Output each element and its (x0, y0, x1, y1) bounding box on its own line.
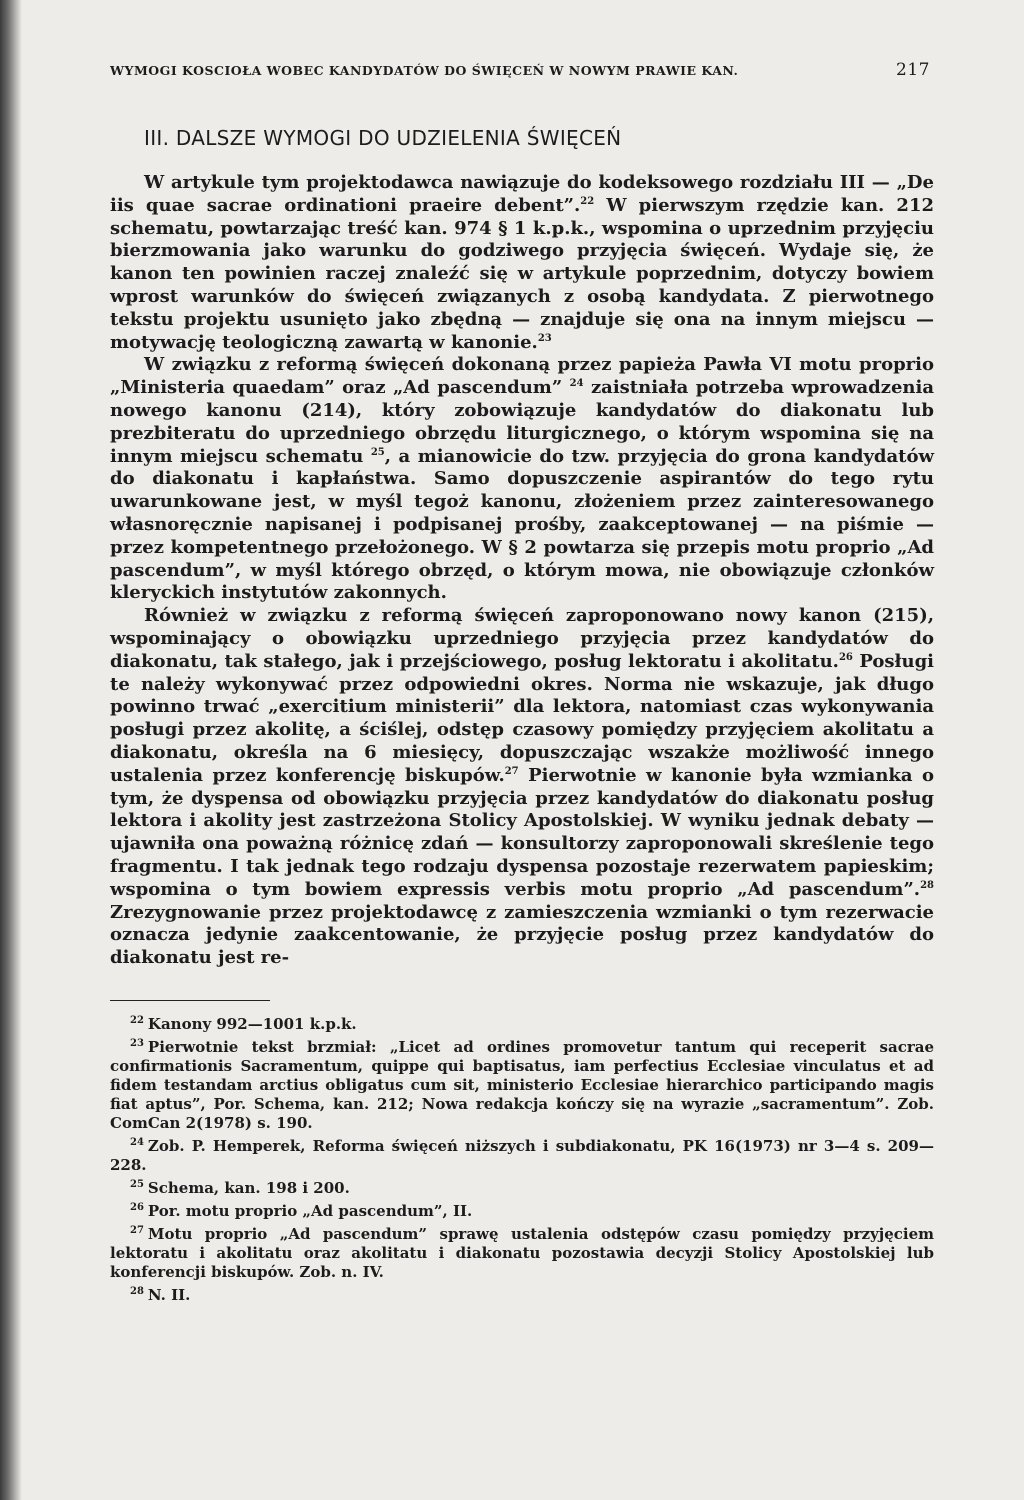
footnote-ref: 26 (838, 651, 853, 663)
text-run: zaistniała potrzeba wprowadzenia nowego kanonu (214), który zobowiązuje kandydatów do diakonatu lub prezbiteratu do uprzedniego obrzędu liturgicznego, o którym wspomina się na innym miejscu schematu (110, 377, 934, 467)
footnote-ref: 24 (569, 378, 584, 390)
footnote-text: Por. motu proprio „Ad pascendum”, II. (147, 1201, 473, 1220)
body-text (110, 172, 934, 970)
footnote (110, 1034, 934, 1133)
text-run: , a mianowicie do tzw. przyjęcia do grona kandydatów do diakonatu i kapłaństwa. Samo dopuszczenie aspirantów do tego rytu uwarunkowane jest, w myśl tegoż kanonu, złożeniem przez zainteresowanego własnoręcznie napisanej i podpisanej prośby, zaakceptowanej — na piśmie — przez kompetentnego przełożonego. W § 2 powtarza się przepis motu proprio „Ad pascendum”, w myśl którego obrzęd, o którym mowa, nie obowiązuje członków kleryckich instytutów zakonnych. (110, 445, 934, 604)
footnote-text: N. II. (147, 1285, 191, 1304)
text-run: W pierwszym rzędzie kan. 212 schematu, powtarzając treść kan. 974 § 1 k.p.k., wspomina o uprzednim przyjęciu bierzmowania jako warunku do godziwego przyjęcia święceń. Wydaje się, że kanon ten powinien raczej znaleźć się w artykule poprzednim, dotyczy bowiem wprost warunków do święceń związanych z osobą kandydata. Z pierwotnego tekstu projektu usunięto jako zbędną — znajduje się ona na innym miejscu — motywację teologiczną zawartą w kanonie. (110, 194, 934, 353)
footnote (110, 1221, 934, 1282)
footnote-mark: 24 (130, 1136, 144, 1148)
page-number: 217 (896, 60, 930, 80)
footnote-ref: 28 (920, 879, 934, 891)
footnote (110, 1175, 934, 1198)
paragraph (110, 605, 934, 970)
footnote-mark: 27 (130, 1224, 144, 1236)
footnote-divider (110, 1000, 270, 1001)
footnote (110, 1011, 934, 1034)
text-run: W artykule tym projektodawca nawiązuje do kodeksowego rozdziału III — „De iis quae sacrae ordinationi praeire debent”. (110, 172, 934, 216)
text-run: W związku z reformą święceń dokonaną przez papieża Pawła VI motu proprio „Ministeria quaedam” oraz „Ad pascendum” (110, 354, 934, 399)
book-binding-shadow (0, 0, 22, 1500)
text-run: Również w związku z reformą święceń zaproponowano nowy kanon (215), wspominający o obowiązku uprzedniego przyjęcia przez kandydatów do diakonatu, tak stałego, jak i przejściowego, posług lektoratu i akolitatu. (110, 605, 934, 672)
paragraph (110, 354, 934, 605)
footnote (110, 1133, 934, 1175)
footnote-text: Zob. P. Hemperek, Reforma święceń niższych i subdiakonatu, PK 16(1973) nr 3—4 s. 209—228. (110, 1136, 934, 1174)
footnote-text: Kanony 992—1001 k.p.k. (147, 1014, 357, 1033)
footnotes (110, 1011, 934, 1305)
footnote-mark: 28 (130, 1285, 144, 1297)
footnote-text: Motu proprio „Ad pascendum” sprawę ustalenia odstępów czasu pomiędzy przyjęciem lektoratu i akolitatu oraz akolitatu i diakonatu pozostawia decyzji Stolicy Apostolskiej lub konferencji biskupów. Zob. n. IV. (110, 1224, 934, 1281)
footnote-mark: 25 (130, 1178, 144, 1190)
footnote (110, 1198, 934, 1221)
running-title: WYMOGI KOSCIOŁA WOBEC KANDYDATÓW DO ŚWIĘCEŃ W NOWYM PRAWIE KAN. (110, 63, 739, 78)
running-header (110, 60, 934, 80)
footnote-ref: 23 (537, 332, 552, 344)
footnote-ref: 25 (370, 446, 385, 458)
footnote (110, 1282, 934, 1305)
footnote-text: Pierwotnie tekst brzmiał: „Licet ad ordines promovetur tantum qui receperit sacrae confirmationis Sacramentum, quippe qui baptisatus, iam perfectius Ecclesiae vinculatus et ad fidem testandam arctius obligatus cum sit, ministerio Ecclesiae hierarchico participando magis fiat aptus”, Por. Schema, kan. 212; Nowa redakcja kończy się na wyrazie „sacramentum”. Zob. ComCan 2(1978) s. 190. (110, 1037, 934, 1132)
footnote-ref: 27 (504, 765, 519, 777)
text-run: Zrezygnowanie przez projektodawcę z zamieszczenia wzmianki o tym rezerwacie oznacza jedynie zaakcentowanie, że przyjęcie posług przez kandydatów do diakonatu jest re- (110, 901, 934, 969)
paragraph (110, 172, 934, 354)
footnote-ref: 22 (580, 195, 595, 207)
footnote-mark: 22 (130, 1014, 144, 1026)
text-run: Posługi te należy wykonywać przez odpowiedni okres. Norma nie wskazuje, jak długo powinno trwać „exercitium ministerii” dla lektora, natomiast czas wykonywania posługi przez akolitę, a ściślej, odstęp czasowy pomiędzy przyjęciem akolitatu a diakonatu, określa na 6 miesięcy, dopuszczając wszakże możliwość innego ustalenia przez konferencję biskupów. (110, 650, 934, 786)
text-run: Pierwotnie w kanonie była wzmianka o tym, że dyspensa od obowiązku przyjęcia przez kandydatów do diakonatu posług lektora i akolity jest zastrzeżona Stolicy Apostolskiej. W wyniku jednak debaty — ujawniła ona poważną różnicę zdań — konsultorzy zaproponowali skreślenie tego fragmentu. I tak jednak tego rodzaju dyspensa pozostaje rezerwatem papieskim; wspomina o tym bowiem expressis verbis motu proprio „Ad pascendum”. (110, 764, 934, 900)
footnote-mark: 23 (130, 1037, 144, 1049)
footnote-text: Schema, kan. 198 i 200. (147, 1178, 350, 1197)
footnote-mark: 26 (130, 1201, 144, 1213)
page (110, 60, 934, 1305)
section-title: III. DALSZE WYMOGI DO UDZIELENIA ŚWIĘCEŃ (144, 126, 622, 150)
